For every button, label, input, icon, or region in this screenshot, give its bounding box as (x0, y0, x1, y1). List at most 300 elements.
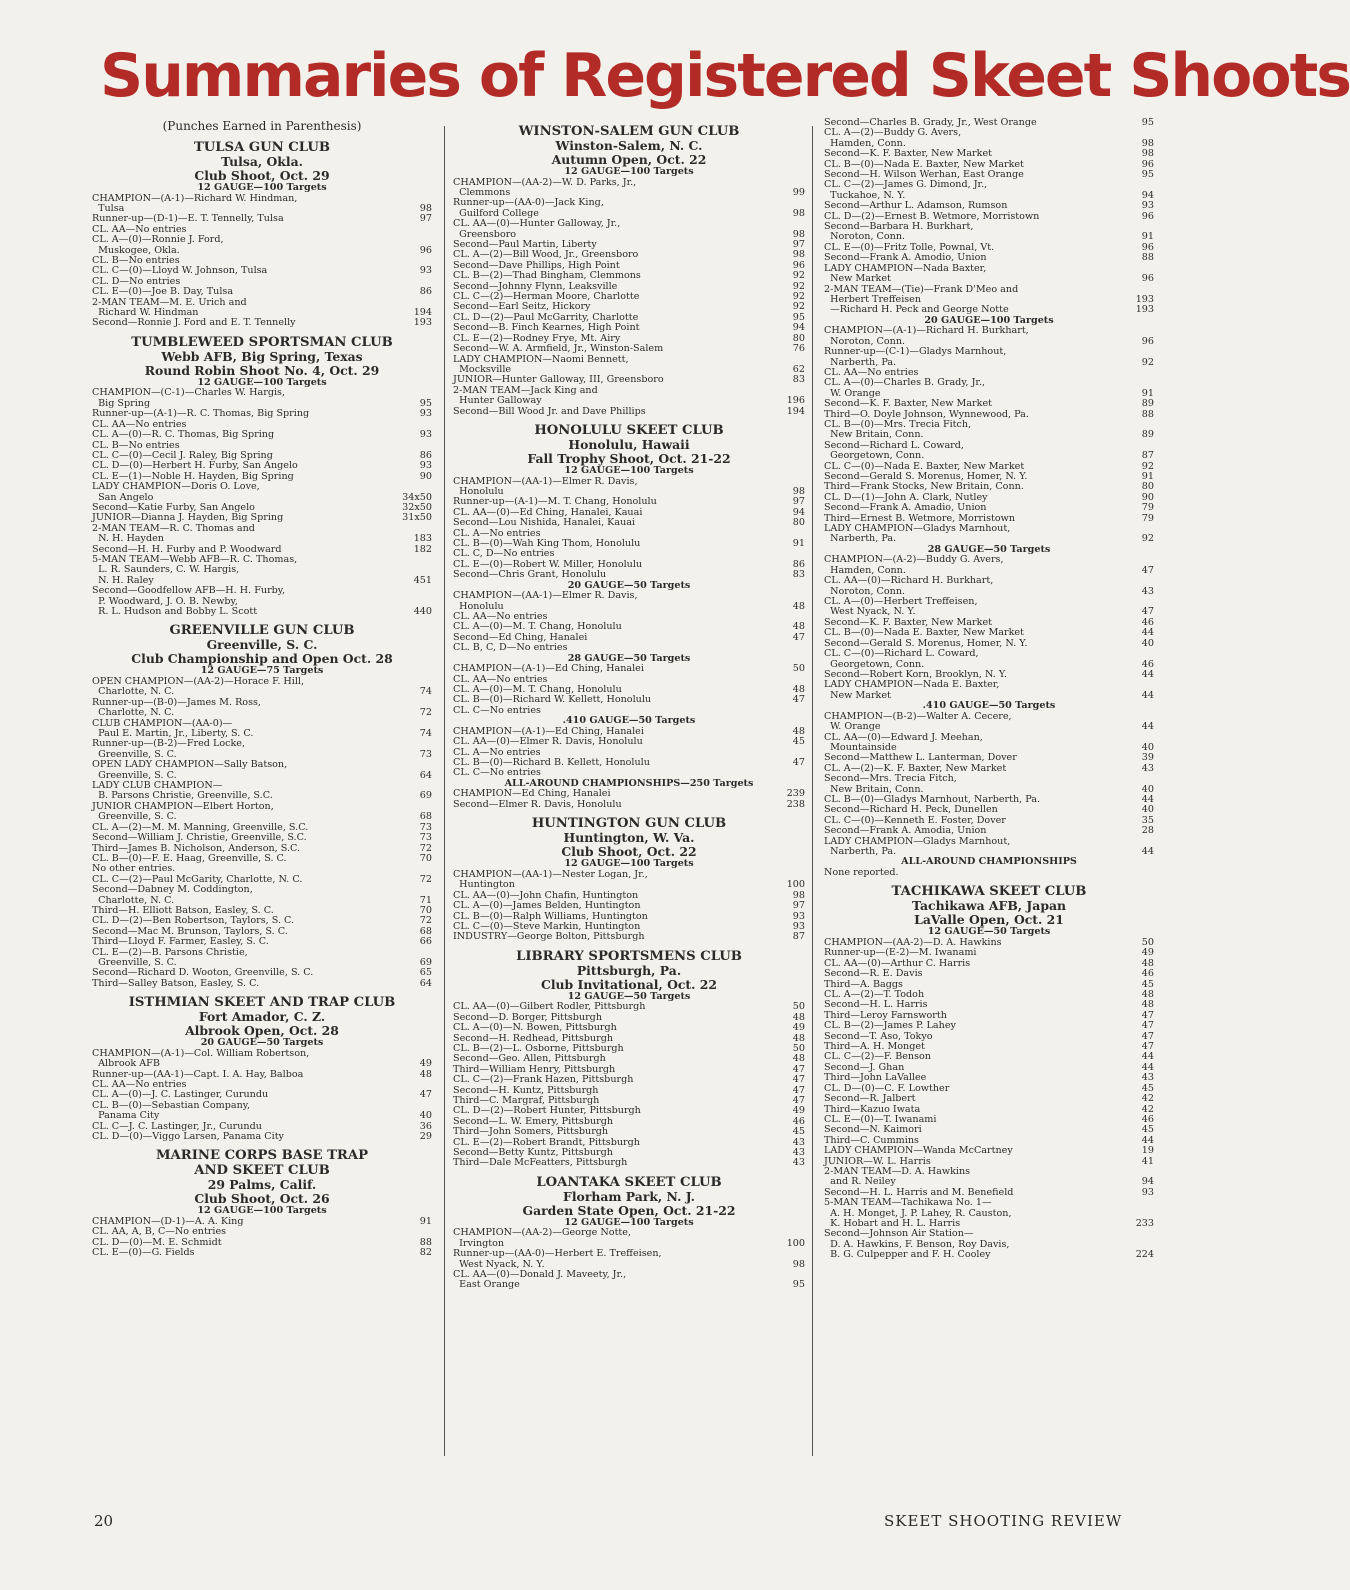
score: 80 (792, 332, 805, 344)
result-text: Huntington (453, 879, 515, 891)
gauge-heading: 12 GAUGE—100 Targets (197, 182, 327, 193)
result-text: New Market (824, 689, 891, 701)
score: 93 (419, 460, 432, 472)
result-text: Greenville, S. C. (92, 769, 177, 781)
score: 42 (1141, 1093, 1154, 1105)
result-text: W. Orange (824, 721, 881, 733)
result-text: Charlotte, N. C. (92, 707, 175, 719)
result-text: JUNIOR CHAMPION—Elbert Horton, (92, 800, 274, 812)
club-name: TULSA GUN CLUB (193, 140, 331, 155)
result-line (453, 477, 805, 487)
result-text: CL. C—J. C. Lastinger, Jr., Curundu (92, 1120, 262, 1132)
score: 451 (413, 574, 432, 586)
score: 183 (413, 533, 432, 545)
result-line (92, 1248, 432, 1258)
result-text: Second—Lou Nishida, Hanalei, Kauai (453, 517, 636, 529)
score: 72 (419, 873, 432, 885)
score: 92 (792, 280, 805, 292)
result-text: CL. B—(0)—Sebastian Company, (92, 1099, 250, 1111)
result-text: Second—Frank A. Amadio, Union (824, 502, 987, 514)
result-text: CL. D—(1)—John A. Clark, Nutley (824, 491, 988, 503)
score: 49 (792, 1105, 805, 1117)
result-text: 2-MAN TEAM—D. A. Hawkins (824, 1165, 971, 1177)
score: 72 (419, 915, 432, 927)
result-text: CL. B—(0)—Richard W. Kellett, Honolulu (453, 694, 652, 706)
score: 92 (1141, 356, 1154, 368)
result-text: Hunter Galloway (453, 395, 542, 407)
club-location: 29 Palms, Calif. (207, 1177, 317, 1193)
result-text: 5-MAN TEAM—Tachikawa No. 1— (824, 1197, 992, 1209)
result-text: Second—William J. Christie, Greenville, S.C. (92, 832, 307, 844)
result-text: CL. D—(0)—M. E. Schmidt (92, 1236, 222, 1248)
score: 89 (1141, 429, 1154, 441)
result-text: N. H. Raley (92, 574, 154, 586)
club-location: Honolulu, Hawaii (568, 436, 690, 452)
result-text: 2-MAN TEAM—R. C. Thomas and (92, 522, 255, 534)
score: 92 (792, 301, 805, 313)
score: 29 (419, 1131, 432, 1143)
result-text: Second—Frank A. Amodio, Union (824, 252, 987, 264)
result-text: CHAMPION—(A-1)—Ed Ching, Hanalei (453, 663, 644, 675)
score: 95 (792, 1279, 805, 1291)
result-text: CL. A—No entries (453, 527, 541, 539)
result-text: CL. AA—(0)—Gilbert Rodler, Pittsburgh (453, 1001, 646, 1013)
result-text: CL. B—(0)—Ralph Williams, Huntington (453, 910, 648, 922)
result-text: CHAMPION—(A-1)—Richard W. Hindman, (92, 192, 298, 204)
result-text: CL. D—(0)—Viggo Larsen, Panama City (92, 1131, 284, 1143)
result-text: CL. A—(0)—M. T. Chang, Honolulu (453, 621, 622, 633)
score: 86 (792, 558, 805, 570)
result-text: Mountainside (824, 741, 897, 753)
result-text: CL. B—(2)—James P. Lahey (824, 1020, 956, 1032)
result-text: Second—W. A. Armfield, Jr., Winston-Salem (453, 343, 664, 355)
result-text: CL. A—(0)—M. T. Chang, Honolulu (453, 684, 622, 696)
club-location: Webb AFB, Big Spring, Texas (161, 348, 363, 364)
result-text: CL. C—No entries (453, 704, 541, 716)
score: 48 (1141, 999, 1154, 1011)
score: 47 (792, 631, 805, 643)
score: 73 (419, 832, 432, 844)
result-text: New Britain, Conn. (824, 429, 924, 441)
result-text: CL. AA—(0)—John Chafin, Huntington (453, 889, 639, 901)
score: 193 (1135, 293, 1154, 305)
result-text: CHAMPION—(AA-2)—George Notte, (453, 1227, 632, 1239)
score: 91 (419, 1216, 432, 1228)
score: 98 (792, 228, 805, 240)
score: 44 (1141, 1134, 1154, 1146)
score: 49 (792, 1022, 805, 1034)
score: 43 (1141, 1072, 1154, 1084)
result-text: CHAMPION—(B-2)—Walter A. Cecere, (824, 710, 1012, 722)
gauge-heading: 12 GAUGE—100 Targets (564, 858, 694, 870)
result-text: Second—B. Finch Kearnes, High Point (453, 322, 640, 334)
result-text: Tuckahoe, N. Y. (824, 189, 906, 201)
score: 62 (792, 363, 805, 375)
result-text: CL. E—(0)—Joe B. Day, Tulsa (92, 286, 234, 298)
result-text: CL. A—(0)—Herbert Treffeisen, (824, 596, 978, 608)
result-text: West Nyack, N. Y. (824, 606, 916, 618)
result-text: Runner-up—(AA-1)—Capt. I. A. Hay, Balboa (92, 1068, 304, 1080)
result-text: 5-MAN TEAM—Webb AFB—R. C. Thomas, (92, 553, 298, 565)
club-location: Pittsburgh, Pa. (576, 962, 682, 978)
result-text: CHAMPION—(AA-1)—Elmer R. Davis, (453, 590, 638, 602)
score: 44 (1141, 846, 1154, 857)
score: 41 (1141, 1155, 1154, 1167)
result-text: New Britain, Conn. (824, 783, 924, 795)
event-name: Club Shoot, Oct. 26 (194, 1191, 330, 1207)
result-line (453, 800, 805, 810)
result-text: Runner-up—(A-1)—R. C. Thomas, Big Spring (92, 408, 310, 420)
result-text: Honolulu (453, 600, 504, 612)
score: 238 (786, 798, 805, 810)
result-text: Second—Matthew L. Lanterman, Dover (824, 752, 1017, 764)
result-text: D. A. Hawkins, F. Benson, Roy Davis, (824, 1238, 1010, 1250)
club-location: Florham Park, N. J. (563, 1188, 695, 1204)
result-text: CL. B, C, D—No entries (453, 642, 568, 654)
result-text: Second—Robert Korn, Brooklyn, N. Y. (824, 668, 1007, 680)
score: 98 (419, 203, 432, 214)
result-text: CL. C—(0)—Cecil J. Raley, Big Spring (92, 449, 273, 461)
result-text: Second—Ed Ching, Hanalei (453, 631, 588, 643)
event-name: Club Shoot, Oct. 22 (561, 844, 697, 860)
score: 95 (792, 311, 805, 323)
result-text: CL. B—(0)—Mrs. Trecia Fitch, (824, 418, 972, 430)
result-text: Richard W. Hindman (92, 307, 199, 319)
result-text: Georgetown, Conn. (824, 658, 925, 670)
result-text: CL. E—(2)—B. Parsons Christie, (92, 946, 248, 958)
gauge-heading: 12 GAUGE—50 Targets (927, 926, 1051, 938)
score: 96 (1141, 210, 1154, 222)
score: 43 (792, 1157, 805, 1169)
result-text: CL. A—(2)—K. F. Baxter, New Market (824, 762, 1007, 774)
result-text: W. Orange (824, 387, 881, 399)
result-text: Charlotte, N. C. (92, 894, 175, 906)
score: 93 (1141, 200, 1154, 212)
result-text: Honolulu (453, 485, 504, 497)
result-text: CL. C—(2)—Herman Moore, Charlotte (453, 291, 640, 303)
result-line (824, 1250, 1154, 1260)
score: 90 (419, 470, 432, 482)
score: 46 (792, 1115, 805, 1127)
result-text: LADY CHAMPION—Gladys Marnhout, (824, 835, 1011, 847)
result-line (92, 607, 432, 617)
score: 45 (1141, 1124, 1154, 1136)
page-number: 20 (94, 1512, 114, 1530)
score: 50 (792, 663, 805, 675)
result-text: Mocksville (453, 363, 512, 375)
result-text: CL. B—(0)—F. E. Haag, Greenville, S. C. (92, 852, 287, 864)
score: 42 (1141, 1103, 1154, 1115)
gauge-heading: 12 GAUGE—100 Targets (564, 166, 694, 177)
result-text: CL. C—(2)—Paul McGarity, Charlotte, N. C. (92, 873, 303, 885)
result-text: CL. AA—(0)—Donald J. Maveety, Jr., (453, 1269, 627, 1281)
result-line (824, 534, 1154, 544)
result-text: L. R. Saunders, C. W. Hargis, (92, 564, 240, 576)
result-text: CL. D—(2)—Ben Robertson, Taylors, S. C. (92, 915, 295, 927)
score: 32x50 (402, 501, 432, 513)
result-text: Runner-up—(C-1)—Gladys Marnhout, (824, 346, 1007, 358)
score: 91 (1141, 231, 1154, 243)
score: 83 (792, 374, 805, 386)
score: 65 (419, 967, 432, 979)
result-text: Second—D. Borger, Pittsburgh (453, 1011, 603, 1023)
score: 47 (1141, 1009, 1154, 1021)
result-text: East Orange (453, 1279, 520, 1291)
score: 40 (1141, 783, 1154, 795)
score: 88 (1141, 408, 1154, 420)
result-text: Third—H. Elliott Batson, Easley, S. C. (92, 904, 274, 916)
result-text: Third—Salley Batson, Easley, S. C. (92, 977, 260, 989)
score: 95 (1141, 169, 1154, 181)
result-text: OPEN LADY CHAMPION—Sally Batson, (92, 759, 288, 771)
score: 88 (1141, 252, 1154, 264)
score: 89 (1141, 398, 1154, 410)
result-text: Second—Mac M. Brunson, Taylors, S. C. (92, 925, 288, 937)
result-text: CL. AA—(0)—Arthur C. Harris (824, 957, 971, 969)
result-text: Third—William Henry, Pittsburgh (453, 1063, 616, 1075)
column-divider-1 (444, 126, 445, 1456)
result-text: CL. AA—No entries (92, 1079, 187, 1090)
result-text: A. H. Monget, J. P. Lahey, R. Causton, (824, 1207, 1012, 1219)
result-text: Runner-up—(B-0)—James M. Ross, (92, 696, 261, 708)
score: 98 (792, 1258, 805, 1270)
result-text: CL. AA—No entries (453, 611, 548, 622)
gauge-heading: .410 GAUGE—50 Targets (922, 700, 1056, 712)
score: 47 (792, 694, 805, 706)
result-text: CL. D—(0)—Herbert H. Furby, San Angelo (92, 460, 298, 472)
result-text: Second—Chris Grant, Honolulu (453, 569, 607, 581)
score: 69 (419, 956, 432, 968)
result-text: Georgetown, Conn. (824, 450, 925, 462)
result-text: Second—H. Wilson Werhan, East Orange (824, 169, 1024, 181)
result-text: CL. A—(0)—Charles B. Grady, Jr., (824, 377, 986, 389)
gauge-heading: 20 GAUGE—50 Targets (200, 1037, 324, 1049)
score: 92 (792, 291, 805, 303)
result-text: CL. B—(0)—Nada E. Baxter, New Market (824, 627, 1024, 639)
score: 47 (792, 1094, 805, 1106)
result-text: CLUB CHAMPION—(AA-0)— (92, 717, 233, 729)
score: 44 (1141, 668, 1154, 680)
score: 80 (1141, 481, 1154, 493)
score: 96 (1141, 273, 1154, 285)
result-text: Second—Richard L. Coward, (824, 439, 964, 451)
result-text: San Angelo (92, 491, 154, 503)
result-text: CL. D—(0)—C. F. Lowther (824, 1082, 950, 1094)
result-text: CL. AA, A, B, C—No entries (92, 1226, 227, 1238)
event-name: Fall Trophy Shoot, Oct. 21-22 (527, 450, 731, 466)
result-text: Second—Mrs. Trecia Fitch, (824, 773, 957, 785)
result-text: Third—Frank Stocks, New Britain, Conn. (824, 481, 1024, 493)
score: 93 (419, 265, 432, 277)
result-text: Third—Leroy Farnsworth (824, 1009, 947, 1021)
score: 96 (792, 259, 805, 271)
score: 79 (1141, 512, 1154, 524)
result-text: Irvington (453, 1237, 505, 1249)
result-text: CL. C—(0)—Kenneth E. Foster, Dover (824, 814, 1006, 826)
gauge-heading: 12 GAUGE—50 Targets (567, 990, 691, 1002)
result-text: CL. C—(2)—Frank Hazen, Pittsburgh (453, 1074, 634, 1086)
score: 86 (419, 449, 432, 461)
result-line (453, 643, 805, 653)
intro-note: (Punches Earned in Parenthesis) (162, 119, 362, 133)
score: 49 (419, 1058, 432, 1070)
score: 48 (792, 1032, 805, 1044)
result-text: Paul E. Martin, Jr., Liberty, S. C. (92, 728, 254, 740)
result-text: Muskogee, Okla. (92, 244, 180, 256)
result-text: CL. A—(0)—James Belden, Huntington (453, 900, 641, 912)
score: 87 (1141, 450, 1154, 462)
result-text: CL. C, D—No entries (453, 548, 555, 560)
score: 72 (419, 707, 432, 719)
score: 45 (792, 1126, 805, 1138)
result-text: CL. A—(0)—Ronnie J. Ford, (92, 234, 224, 246)
score: 44 (1141, 627, 1154, 639)
gauge-heading: 12 GAUGE—100 Targets (564, 1216, 694, 1228)
result-line (92, 194, 432, 204)
gauge-heading: ALL-AROUND CHAMPIONSHIPS (901, 856, 1077, 868)
gauge-heading: 12 GAUGE—100 Targets (197, 1205, 327, 1217)
score: 93 (792, 910, 805, 922)
score: 233 (1135, 1217, 1154, 1229)
result-text: Second—Charles B. Grady, Jr., West Orange (824, 117, 1037, 128)
result-text: Charlotte, N. C. (92, 686, 175, 698)
club-name: GREENVILLE GUN CLUB (169, 623, 355, 639)
score: 40 (1141, 741, 1154, 753)
score: 43 (1141, 762, 1154, 774)
score: 19 (1141, 1145, 1154, 1157)
score: 48 (419, 1068, 432, 1080)
result-text: Guilford College (453, 207, 539, 219)
result-text: CHAMPION—(AA-2)—W. D. Parks, Jr., (453, 176, 637, 188)
score: 96 (1141, 241, 1154, 253)
result-line (453, 706, 805, 716)
score: 45 (792, 736, 805, 748)
result-line (453, 1158, 805, 1168)
score: 48 (792, 725, 805, 737)
score: 80 (792, 517, 805, 529)
result-line (453, 407, 805, 417)
score: 90 (1141, 491, 1154, 503)
gauge-heading: 28 GAUGE—50 Targets (927, 543, 1051, 555)
result-line (824, 305, 1154, 315)
club-name: LIBRARY SPORTSMENS CLUB (516, 948, 742, 964)
score: 47 (792, 1084, 805, 1096)
club-location: Fort Amador, C. Z. (198, 1009, 326, 1025)
score: 39 (1141, 752, 1154, 764)
result-text: CL. B—(0)—Nada E. Baxter, New Market (824, 158, 1024, 170)
result-text: CHAMPION—(C-1)—Charles W. Hargis, (92, 387, 286, 399)
result-text: CHAMPION—(AA-1)—Nester Logan, Jr., (453, 868, 648, 880)
result-text: Second—H. Kuntz, Pittsburgh (453, 1084, 599, 1096)
score: 94 (792, 506, 805, 518)
score: 73 (419, 821, 432, 833)
gauge-heading: 28 GAUGE—50 Targets (567, 652, 691, 664)
result-text: CHAMPION—(AA-1)—Elmer R. Davis, (453, 475, 638, 487)
result-text: Second—H. L. Harris and M. Benefield (824, 1186, 1014, 1198)
result-text: Narberth, Pa. (824, 846, 897, 857)
score: 100 (786, 879, 805, 891)
score: 50 (792, 1001, 805, 1013)
score: 48 (792, 1011, 805, 1023)
result-text: Second—Elmer R. Davis, Honolulu (453, 798, 622, 810)
result-text: Tulsa (92, 203, 125, 214)
club-name: LOANTAKA SKEET CLUB (536, 1174, 722, 1190)
score: 95 (1141, 117, 1154, 128)
gauge-heading: ALL-AROUND CHAMPIONSHIPS—250 Targets (504, 777, 754, 789)
result-text: CL. B—(0)—Wah King Thom, Honolulu (453, 537, 641, 549)
result-text: CHAMPION—Ed Ching, Hanalei (453, 788, 611, 800)
gauge-heading: 20 GAUGE—50 Targets (567, 579, 691, 591)
result-text: CHAMPION—(A-1)—Col. William Robertson, (92, 1047, 310, 1059)
score: 440 (413, 606, 432, 617)
result-text: CL. B—No entries (92, 439, 180, 451)
event-name: LaValle Open, Oct. 21 (914, 912, 1064, 928)
score: 92 (1141, 533, 1154, 545)
score: 36 (419, 1120, 432, 1132)
event-name: Garden State Open, Oct. 21-22 (522, 1202, 736, 1218)
score: 44 (1141, 793, 1154, 805)
result-text: CL. E—(0)—G. Fields (92, 1247, 195, 1259)
score: 48 (1141, 989, 1154, 1001)
club-name: TACHIKAWA SKEET CLUB (891, 884, 1087, 900)
event-name: Club Invitational, Oct. 22 (540, 976, 718, 992)
result-text: Second—N. Kaimori (824, 1124, 922, 1136)
score: 74 (419, 728, 432, 740)
score: 97 (419, 213, 432, 225)
result-line (92, 318, 432, 328)
score: 47 (792, 757, 805, 769)
result-text: Second—T. Aso, Tokyo (824, 1030, 933, 1042)
result-text: Third—C. Margraf, Pittsburgh (453, 1094, 600, 1106)
score: 94 (1141, 1176, 1154, 1188)
result-text: and R. Neiley (824, 1176, 896, 1188)
score: 83 (792, 569, 805, 581)
result-text: CL. B—(0)—Gladys Marnhout, Narberth, Pa. (824, 793, 1041, 805)
result-text: CL. E—(0)—Fritz Tolle, Pownal, Vt. (824, 241, 995, 253)
result-text: CL. E—(2)—Rodney Frye, Mt. Airy (453, 332, 621, 344)
score: 92 (1141, 460, 1154, 472)
result-line (453, 932, 805, 942)
result-line (824, 847, 1154, 857)
result-text: Second—Paul Martin, Liberty (453, 239, 597, 251)
score: 47 (1141, 1030, 1154, 1042)
score: 194 (786, 405, 805, 417)
result-text: CL. D—No entries (92, 275, 181, 287)
result-text: OPEN CHAMPION—(AA-2)—Horace F. Hill, (92, 676, 305, 687)
score: 73 (419, 748, 432, 760)
result-text: CHAMPION—(AA-2)—D. A. Hawkins (824, 937, 1002, 948)
score: 97 (792, 239, 805, 251)
club-location: Greenville, S. C. (206, 637, 318, 653)
result-text: JUNIOR—Dianna J. Hayden, Big Spring (92, 512, 284, 524)
result-text: Second—Barbara H. Burkhart, (824, 221, 974, 233)
result-text: Third—A. H. Monget (824, 1041, 925, 1053)
result-text: CL. AA—No entries (92, 418, 187, 430)
result-text: Noroton, Conn. (824, 231, 906, 243)
result-text: Noroton, Conn. (824, 585, 906, 597)
score: 40 (1141, 804, 1154, 816)
result-text: CL. C—(0)—Lloyd W. Johnson, Tulsa (92, 265, 268, 277)
score: 239 (786, 788, 805, 800)
result-line (92, 979, 432, 989)
result-text: Second—Richard D. Wooton, Greenville, S. C. (92, 967, 314, 979)
result-text: LADY CHAMPION—Nada E. Baxter, (824, 679, 1000, 691)
result-text: CL. A—(2)—Buddy G. Avers, (824, 127, 962, 139)
score: 98 (792, 249, 805, 261)
result-text: LADY CLUB CHAMPION— (92, 780, 223, 792)
score: 47 (1141, 1041, 1154, 1053)
result-text: CHAMPION—(A-1)—Richard H. Burkhart, (824, 325, 1029, 337)
